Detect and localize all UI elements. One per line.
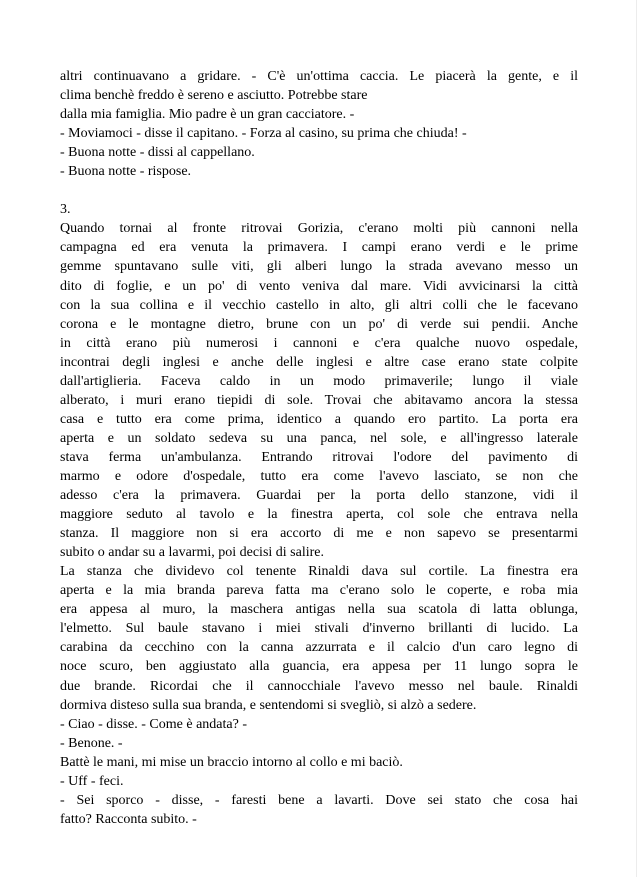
text-line: con la sua collina e il vecchio castello in alto, gli altri colli che le facevano <box>60 297 578 313</box>
text-block <box>60 67 578 829</box>
blank-line <box>60 181 578 200</box>
text-line: marmo e odore d'ospedale, tutto era come l'avevo lasciato, se non che <box>60 468 578 484</box>
text-line: era appesa al muro, la maschera antigas nella sua scatola di latta oblunga, <box>60 602 578 618</box>
text-line: gemme spuntavano sulle viti, gli alberi lungo la strada avevano messo un <box>60 259 578 275</box>
text-line: dormiva disteso sulla sua branda, e sentendomi si svegliò, si alzò a sedere. <box>60 697 477 713</box>
text-line: - Ciao - disse. - Come è andata? - <box>60 716 247 732</box>
chapter-number: 3. <box>60 202 71 218</box>
text-line: - Moviamoci - disse il capitano. - Forza al casino, su prima che chiuda! - <box>60 126 467 142</box>
text-line: casa e tutto era come prima, identico a quando ero partito. La porta era <box>60 411 578 427</box>
text-line: carabina da cecchino con la canna azzurrata e il calcio d'un caro legno di <box>60 640 578 656</box>
text-line: noce scuro, ben aggiustato alla guancia, era appesa per 11 lungo sopra le <box>60 659 578 675</box>
text-line: subito o andar su a lavarmi, poi decisi di salire. <box>60 545 324 561</box>
text-line: stava ferma un'ambulanza. Entrando ritrovai l'odore del pavimento di <box>60 449 578 465</box>
text-line: - Buona notte - dissi al cappellano. <box>60 145 255 161</box>
text-line: - Benone. - <box>60 735 123 751</box>
text-line: Quando tornai al fronte ritrovai Gorizia, c'erano molti più cannoni nella <box>60 221 578 237</box>
text-line: clima benchè freddo è sereno e asciutto. Potrebbe stare <box>60 88 368 104</box>
text-line: dall'artiglieria. Faceva caldo in un modo primaverile; lungo il viale <box>60 373 578 389</box>
text-line: aperta e la mia branda pareva fatta ma c'erano solo le coperte, e roba mia <box>60 583 578 599</box>
text-line: due brande. Ricordai che il cannocchiale l'avevo messo nel baule. Rinaldi <box>60 678 578 694</box>
text-line: stanza. Il maggiore non si era accorto di me e non sapevo se presentarmi <box>60 526 578 542</box>
text-line: - Sei sporco - disse, - faresti bene a lavarti. Dove sei stato che cosa hai <box>60 792 578 808</box>
text-line: in città erano più numerosi i cannoni e c'era qualche nuovo ospedale, <box>60 335 578 351</box>
text-line: - Uff - feci. <box>60 773 124 789</box>
text-line: l'elmetto. Sul baule stavano i miei stivali d'inverno brillanti di lucido. La <box>60 621 578 637</box>
text-line: alberato, i muri erano tiepidi di sole. Trovai che abitavamo ancora la stessa <box>60 392 578 408</box>
text-line: - Buona notte - rispose. <box>60 164 192 180</box>
text-line: dalla mia famiglia. Mio padre è un gran cacciatore. - <box>60 107 355 123</box>
text-line: incontrai degli inglesi e anche delle inglesi e altre case erano state colpite <box>60 354 578 370</box>
text-line: altri continuavano a gridare. - C'è un'ottima caccia. Le piacerà la gente, e il <box>60 69 578 84</box>
text-line: campagna ed era venuta la primavera. I campi erano verdi e le prime <box>60 240 578 256</box>
text-line: corona e le montagne dietro, brune con un po' di verde sui pendii. Anche <box>60 316 578 332</box>
text-line: dito di foglie, e un po' di vento veniva dal mare. Vidi avvicinarsi la città <box>60 278 578 294</box>
text-line: fatto? Racconta subito. - <box>60 811 197 827</box>
text-line: maggiore seduto al tavolo e la finestra aperta, col sole che entrava nella <box>60 507 578 523</box>
text-line: aperta e un soldato sedeva su una panca, nel sole, e all'ingresso laterale <box>60 430 578 446</box>
text-line: Battè le mani, mi mise un braccio intorno al collo e mi baciò. <box>60 754 403 770</box>
text-line: adesso c'era la primavera. Guardai per la porta dello stanzone, vidi il <box>60 488 578 504</box>
text-line: La stanza che dividevo col tenente Rinaldi dava sul cortile. La finestra era <box>60 564 578 580</box>
